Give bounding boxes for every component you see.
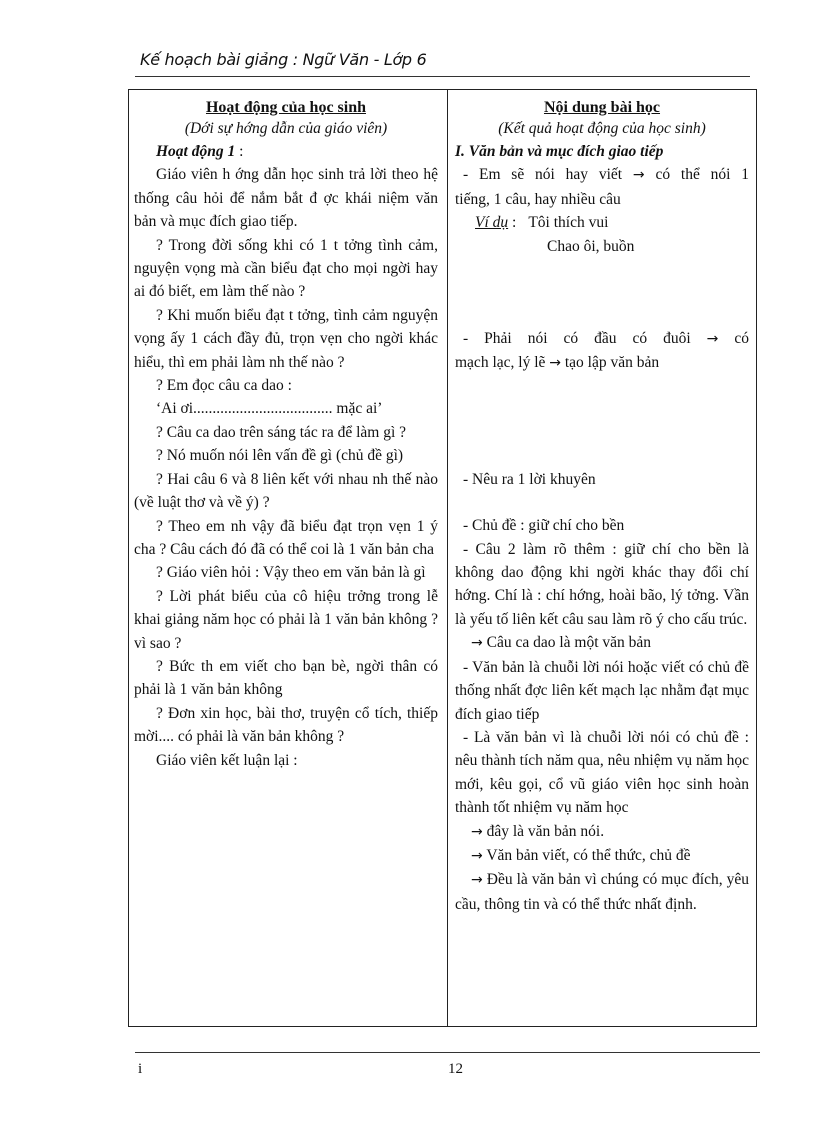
answer-4: - Chủ đề : giữ chí cho bền	[463, 517, 625, 535]
answer-7: - Văn bản là chuỗi lời nói hoặc viết có chủ đề thống nhất đợc liên kết mạch lạc nhằm đạt mục đích giao tiếp	[455, 658, 749, 723]
footer-divider	[135, 1052, 760, 1053]
folk-verse-quote: ‘Ai ơi.................................... mặc ai’	[156, 400, 383, 418]
left-column-subheading: (Dới sự hớng dẫn của giáo viên)	[184, 120, 388, 137]
page-header-title: Kế hoạch bài giảng : Ngữ Văn - Lớp 6	[140, 50, 427, 69]
section-title: I. Văn bản và mục đích giao tiếp	[455, 143, 664, 160]
answer-6: → Câu ca dao là một văn bản	[471, 634, 652, 652]
right-column-heading: Nội dung bài học	[543, 99, 661, 116]
answer-9: → đây là văn bản nói.	[471, 822, 605, 840]
header-divider	[135, 76, 750, 77]
instruction-paragraph: Giáo viên h ớng dẫn học sinh trả lời theo hệ thống câu hỏi để nắm bắt đ ợc khái niệm văn bản và mục đích giao tiếp.	[134, 166, 438, 231]
example-2: Chao ôi, buồn	[547, 237, 635, 255]
example-label: Ví dụ	[475, 214, 509, 232]
left-column-heading: Hoạt động của học sinh	[205, 99, 367, 116]
question-7: ? Theo em nh vậy đã biểu đạt trọn vẹn 1 ý cha ? Câu cách đó đã có thể coi là 1 văn bản cha	[134, 517, 438, 558]
example-1: Tôi thích vui	[528, 214, 609, 232]
answer-10: → Văn bản viết, có thể thức, chủ đề	[471, 846, 691, 864]
answer-11: → Đều là văn bản vì chúng có mục đích, yêu cầu, thông tin và có thể thức nhất định.	[455, 871, 749, 913]
answer-5: - Câu 2 làm rõ thêm : giữ chí cho bền là không dao động khi ngời khác thay đổi chí hớng. Chí là : chí hớng, hoài bão, lý tởng. Vần là yếu tố liên kết câu sau làm rõ ý cho cấu trúc.	[455, 540, 749, 628]
answer-1-cont: tiếng, 1 câu, hay nhiều câu	[455, 190, 621, 208]
arrow-icon: →	[706, 331, 719, 348]
lesson-content-column	[455, 98, 749, 916]
arrow-icon: →	[471, 823, 483, 840]
answer-8: - Là văn bản vì là chuỗi lời nói có chủ đề : nêu thành tích năm qua, nêu nhiệm vụ năm học mới, kêu gọi, cổ vũ giáo viên học sinh hoàn thành tốt nhiệm vụ năm học	[455, 728, 749, 817]
answer-2: - Phải nói có đầu có đuôi → có	[463, 330, 749, 348]
arrow-icon: →	[471, 872, 483, 889]
page-number: 12	[448, 1061, 463, 1077]
arrow-icon: →	[471, 635, 483, 652]
lesson-table	[128, 89, 757, 1027]
question-11: ? Đơn xin học, bài thơ, truyện cổ tích, thiếp mời.... có phải là văn bản không ?	[134, 704, 438, 746]
question-1: ? Trong đời sống khi có 1 t tởng tình cảm, nguyện vọng mà cần biểu đạt cho mọi ngời hay ai đó biết, em làm thế nào ?	[134, 236, 438, 301]
footer-mark: i	[138, 1061, 143, 1077]
right-column-subheading: (Kết quả hoạt động của học sinh)	[498, 120, 706, 137]
answer-2-cont: mạch lạc, lý lẽ → tạo lập văn bản	[455, 354, 660, 372]
arrow-icon: →	[632, 167, 645, 184]
answer-3: - Nêu ra 1 lời khuyên	[463, 470, 596, 488]
question-10: ? Bức th em viết cho bạn bè, ngời thân có phải là 1 văn bản không	[134, 657, 438, 699]
question-5: ? Nó muốn nói lên vấn đề gì (chủ đề gì)	[156, 447, 404, 465]
question-2: ? Khi muốn biểu đạt t tởng, tình cảm nguyện vọng ấy 1 cách đầy đủ, trọn vẹn cho ngời khác hiểu, thì em phải làm nh thế nào ?	[134, 306, 438, 371]
question-9: ? Lời phát biểu của cô hiệu trởng trong lễ khai giảng năm học có phải là 1 văn bản không ? vì sao ?	[134, 587, 438, 652]
student-activity-column	[134, 98, 438, 772]
question-3: ? Em đọc câu ca dao :	[156, 377, 292, 395]
answer-1: - Em sẽ nói hay viết → có thể nói 1	[463, 166, 750, 184]
activity-title: Hoạt động 1 :	[156, 143, 244, 160]
question-4: ? Câu ca dao trên sáng tác ra để làm gì ?	[156, 423, 407, 441]
teacher-conclusion: Giáo viên kết luận lại :	[156, 751, 298, 769]
example-row: Ví dụ : Tôi thích vui	[475, 214, 609, 232]
column-divider	[447, 90, 448, 1026]
question-8: ? Giáo viên hỏi : Vậy theo em văn bản là gì	[156, 564, 426, 582]
arrow-icon: →	[471, 847, 483, 864]
question-6: ? Hai câu 6 và 8 liên kết với nhau nh thế nào (về luật thơ và về ý) ?	[134, 470, 438, 512]
arrow-icon: →	[549, 355, 561, 372]
